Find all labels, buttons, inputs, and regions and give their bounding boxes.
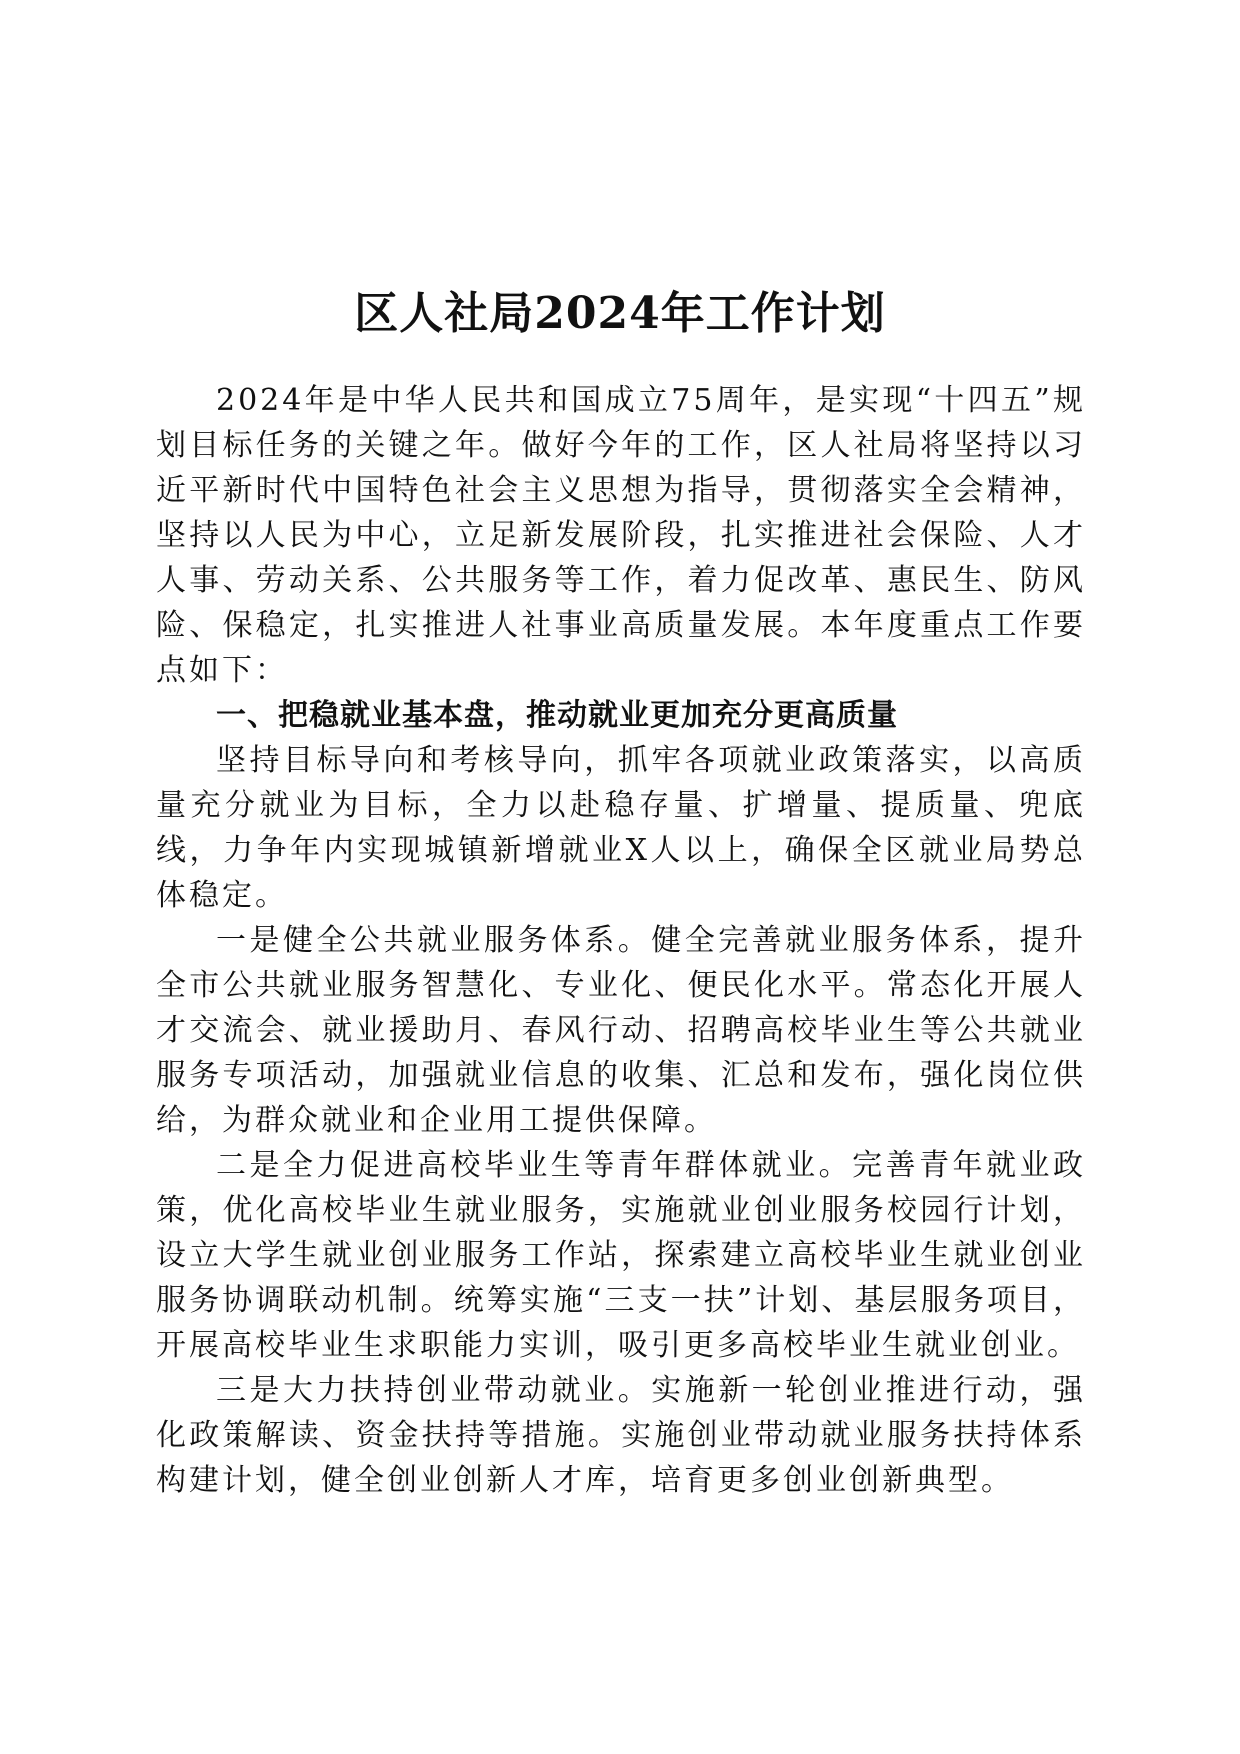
intro-paragraph: 2024年是中华人民共和国成立75周年，是实现“十四五”规划目标任务的关键之年。做好今年的工作，区人社局将坚持以习近平新时代中国特色社会主义思想为指导，贯彻落实全会精神，坚持以人民为中心，立足新发展阶段，扎实推进社会保险、人才人事、劳动关系、公共服务等工作，着力促改革、惠民生、防风险、保稳定，扎实推进人社事业高质量发展。本年度重点工作要点如下： xyxy=(156,383,1086,688)
item-2-paragraph: 二是全力促进高校毕业生等青年群体就业。完善青年就业政策，优化高校毕业生就业服务，实施就业创业服务校园行计划，设立大学生就业创业服务工作站，探索建立高校毕业生就业创业服务协调联动机制。统筹实施“三支一扶”计划、基层服务项目，开展高校毕业生求职能力实训，吸引更多高校毕业生就业创业。 xyxy=(156,1148,1086,1363)
document-title: 区人社局2024年工作计划 xyxy=(354,288,886,340)
item-3-paragraph: 三是大力扶持创业带动就业。实施新一轮创业推进行动，强化政策解读、资金扶持等措施。实施创业带动就业服务扶持体系构建计划，健全创业创新人才库，培育更多创业创新典型。 xyxy=(156,1373,1086,1498)
item-1-paragraph: 一是健全公共就业服务体系。健全完善就业服务体系，提升全市公共就业服务智慧化、专业化、便民化水平。常态化开展人才交流会、就业援助月、春风行动、招聘高校毕业生等公共就业服务专项活动，加强就业信息的收集、汇总和发布，强化岗位供给，为群众就业和企业用工提供保障。 xyxy=(156,923,1086,1138)
document-body xyxy=(156,378,1086,1503)
section-heading-1: 一、把稳就业基本盘，推动就业更加充分更高质量 xyxy=(216,698,898,733)
section-1-summary-paragraph: 坚持目标导向和考核导向，抓牢各项就业政策落实，以高质量充分就业为目标，全力以赴稳存量、扩增量、提质量、兜底线，力争年内实现城镇新增就业X人以上，确保全区就业局势总体稳定。 xyxy=(156,743,1086,913)
